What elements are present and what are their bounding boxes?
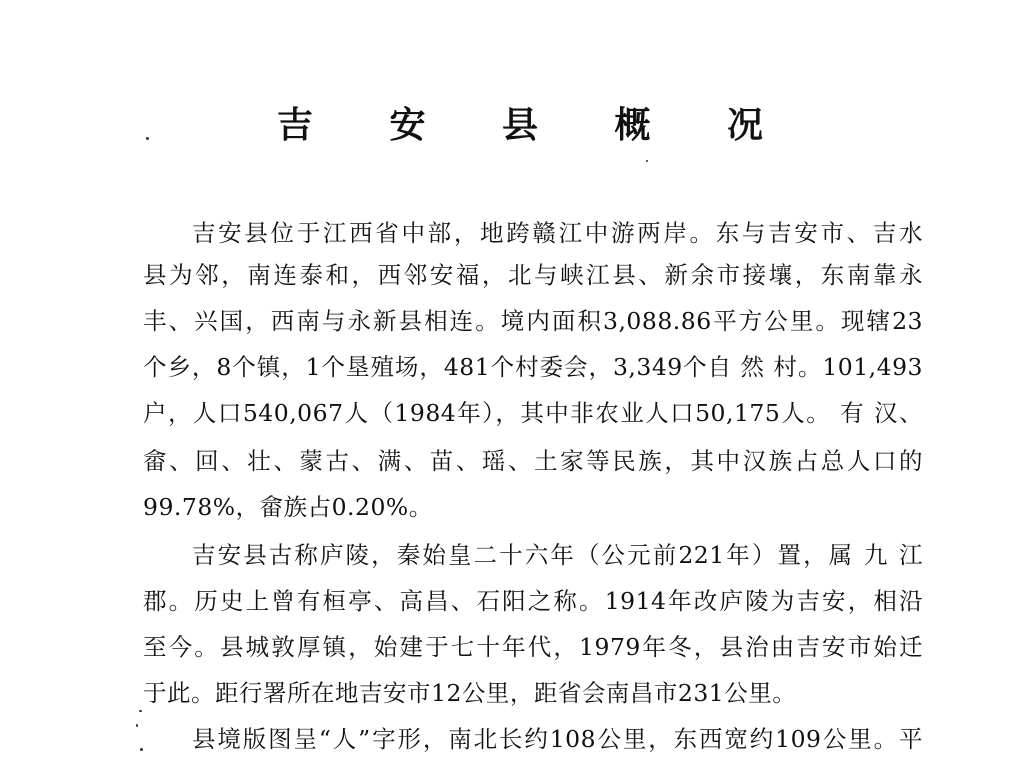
paragraph-line: 户，人口540,067人（1984年），其中非农业人口50,175人。 有 汉、 <box>143 399 923 427</box>
scan-speck <box>136 724 138 727</box>
paragraph-line: 吉安县古称庐陵，秦始皇二十六年（公元前221年）置，属 九 江 <box>192 541 923 569</box>
scan-speck <box>139 710 142 712</box>
paragraph-line: 县境版图呈“人”字形，南北长约108公里，东西宽约109公里。平 <box>192 725 923 753</box>
page-title: 吉 安 县 概 况 <box>276 104 796 146</box>
paragraph-line: 丰、兴国，西南与永新县相连。境内面积3,088.86平方公里。现辖23 <box>143 307 923 335</box>
paragraph-line: 吉安县位于江西省中部，地跨赣江中游两岸。东与吉安市、吉水 <box>192 219 923 247</box>
scan-speck <box>646 160 648 162</box>
paragraph-line: 郡。历史上曾有桓亭、高昌、石阳之称。1914年改庐陵为吉安，相沿 <box>143 587 923 615</box>
paragraph-line: 畲、回、壮、蒙古、满、苗、瑶、土家等民族，其中汉族占总人口的 <box>143 447 923 475</box>
scan-speck <box>140 748 143 751</box>
paragraph-line: 县为邻，南连泰和，西邻安福，北与峡江县、新余市接壤，东南靠永 <box>143 261 923 289</box>
paragraph-line: 于此。距行署所在地吉安市12公里，距省会南昌市231公里。 <box>143 679 797 707</box>
paragraph-line: 个乡，8个镇，1个垦殖场，481个村委会，3,349个自 然 村。101,493 <box>143 353 923 381</box>
scan-speck <box>146 137 149 140</box>
paragraph-line: 99.78%，畲族占0.20%。 <box>143 493 433 521</box>
paragraph-line: 至今。县城敦厚镇，始建于七十年代，1979年冬，县治由吉安市始迁 <box>143 633 923 661</box>
